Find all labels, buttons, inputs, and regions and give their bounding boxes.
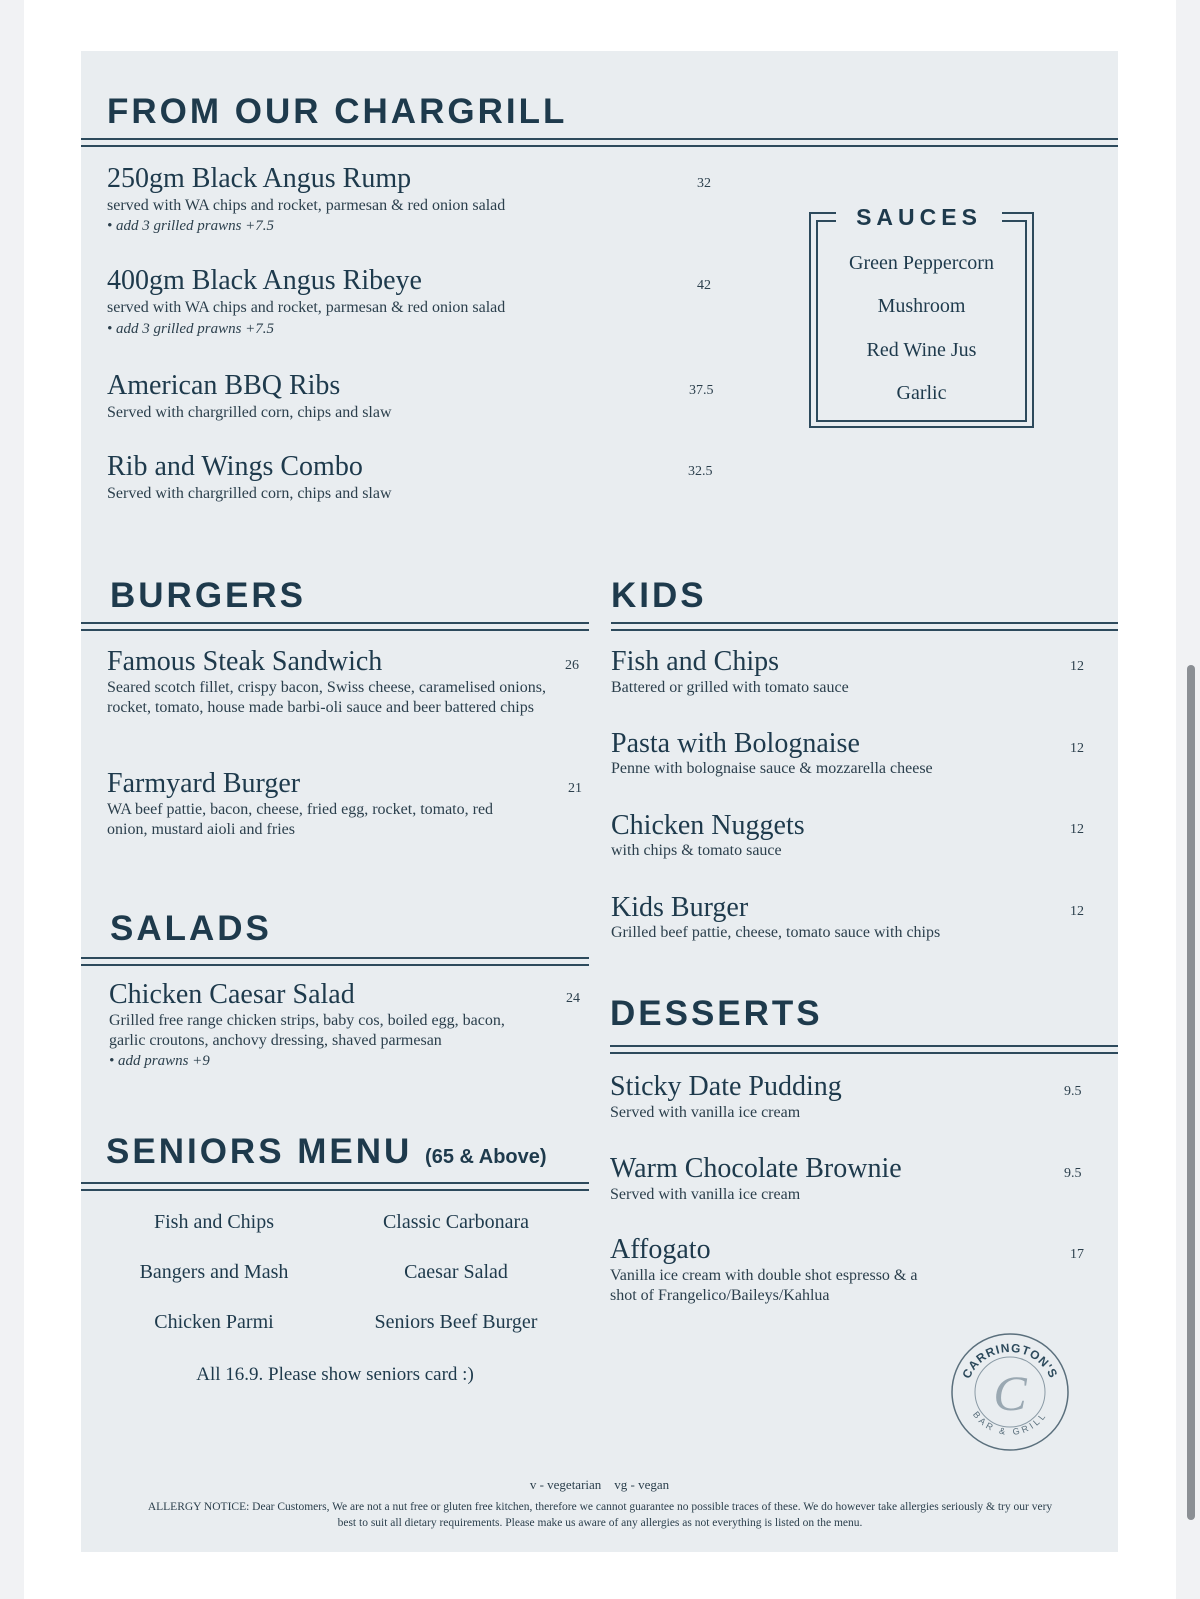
logo-monogram: C — [993, 1365, 1027, 1421]
item-description: served with WA chips and rocket, parmesan & red onion salad — [107, 299, 506, 316]
item-name: Farmyard Burger — [107, 768, 301, 799]
diet-legend: v - vegetarian vg - vegan — [529, 1477, 670, 1492]
seniors-subheading: (65 & Above) — [425, 1146, 547, 1168]
seniors-item: Bangers and Mash — [139, 1261, 289, 1283]
item-description: Battered or grilled with tomato sauce — [611, 679, 849, 696]
item-name: Affogato — [610, 1234, 711, 1265]
seniors-item: Fish and Chips — [153, 1211, 275, 1233]
item-description: Served with chargrilled corn, chips and slaw — [107, 485, 392, 502]
item-description: Seared scotch fillet, crispy bacon, Swiss cheese, caramelised onions, rocket, tomato, house made barbi-oli sauce and beer battered chips — [107, 679, 546, 716]
item-description: Penne with bolognaise sauce & mozzarella cheese — [611, 760, 933, 777]
item-description: served with WA chips and rocket, parmesan & red onion salad — [107, 197, 506, 214]
item-name: Fish and Chips — [611, 646, 780, 677]
item-name: Famous Steak Sandwich — [107, 646, 383, 677]
item-price: 17 — [1070, 1247, 1084, 1262]
seniors-item: Chicken Parmi — [154, 1311, 274, 1333]
item-description: Grilled free range chicken strips, baby cos, boiled egg, bacon, garlic croutons, anchovy dressing, shaved parmesan — [109, 1012, 505, 1049]
item-name: Chicken Nuggets — [611, 810, 805, 841]
item-addon: • add 3 grilled prawns +7.5 — [107, 321, 275, 337]
item-name: Rib and Wings Combo — [107, 451, 363, 482]
sauce-item: Green Peppercorn — [849, 252, 994, 274]
salads-rule — [81, 957, 589, 959]
seniors-note: All 16.9. Please show seniors card :) — [196, 1364, 474, 1385]
item-price: 37.5 — [689, 383, 714, 398]
item-name: Sticky Date Pudding — [610, 1071, 842, 1102]
desserts-heading: DESSERTS — [610, 994, 823, 1033]
item-addon: • add prawns +9 — [109, 1053, 210, 1069]
scrollbar-track[interactable] — [1178, 0, 1200, 1599]
sauce-item: Mushroom — [877, 295, 966, 317]
item-description: WA beef pattie, bacon, cheese, fried egg, rocket, tomato, red onion, mustard aioli and fries — [107, 801, 494, 838]
item-description: Served with vanilla ice cream — [610, 1104, 801, 1121]
logo-bottom-text: BAR & GRILL — [970, 1409, 1049, 1438]
item-name: American BBQ Ribs — [107, 370, 341, 401]
item-price: 42 — [697, 278, 711, 293]
burgers-heading: BURGERS — [110, 576, 307, 615]
logo-top-text: CARRINGTON'S — [959, 1340, 1061, 1381]
item-addon: • add 3 grilled prawns +7.5 — [107, 218, 275, 234]
item-description: Served with vanilla ice cream — [610, 1186, 801, 1203]
item-name: Kids Burger — [611, 892, 749, 923]
item-name: 400gm Black Angus Ribeye — [107, 265, 422, 296]
item-price: 9.5 — [1064, 1084, 1082, 1099]
sauce-item: Garlic — [896, 382, 947, 404]
item-description: Vanilla ice cream with double shot espresso & a shot of Frangelico/Baileys/Kahlua — [610, 1267, 918, 1304]
sauce-item: Red Wine Jus — [866, 339, 977, 361]
item-description: with chips & tomato sauce — [611, 842, 782, 859]
chargrill-rule — [81, 138, 1118, 140]
carringtons-logo — [950, 1332, 1070, 1452]
item-price: 21 — [568, 781, 582, 796]
seniors-rule — [81, 1182, 589, 1184]
kids-heading: KIDS — [611, 576, 707, 615]
seniors-title: SENIORS MENU — [106, 1132, 413, 1171]
scrollbar-thumb[interactable] — [1187, 665, 1195, 1520]
seniors-item: Caesar Salad — [404, 1261, 508, 1283]
item-price: 12 — [1070, 904, 1084, 919]
burgers-rule — [81, 622, 589, 624]
item-price: 12 — [1070, 741, 1084, 756]
allergy-notice: ALLERGY NOTICE: Dear Customers, We are not a nut free or gluten free kitchen, therefore we cannot guarantee no possible traces of these. We do however take allergies seriously & try our very best to suit all dietary requirements. Please make us aware of any allergies as not everything is listed on the menu. — [147, 1501, 1053, 1529]
item-name: Warm Chocolate Brownie — [610, 1153, 902, 1184]
chargrill-heading: FROM OUR CHARGRILL — [107, 92, 568, 131]
item-price: 24 — [566, 991, 580, 1006]
item-price: 9.5 — [1064, 1166, 1082, 1181]
item-name: Chicken Caesar Salad — [109, 979, 355, 1010]
item-description: Served with chargrilled corn, chips and slaw — [107, 404, 392, 421]
salads-heading: SALADS — [110, 909, 272, 948]
kids-rule — [611, 622, 1118, 624]
seniors-heading — [106, 1134, 547, 1169]
item-name: 250gm Black Angus Rump — [107, 163, 412, 194]
item-description: Grilled beef pattie, cheese, tomato sauce with chips — [611, 924, 941, 941]
item-price: 26 — [565, 658, 579, 673]
desserts-rule — [610, 1045, 1118, 1047]
sauces-heading: SAUCES — [836, 204, 1002, 230]
item-price: 32 — [697, 176, 711, 191]
item-price: 32.5 — [688, 464, 713, 479]
seniors-item: Classic Carbonara — [382, 1211, 530, 1233]
item-name: Pasta with Bolognaise — [611, 728, 860, 759]
item-price: 12 — [1070, 659, 1084, 674]
seniors-item: Seniors Beef Burger — [374, 1311, 538, 1333]
item-price: 12 — [1070, 822, 1084, 837]
